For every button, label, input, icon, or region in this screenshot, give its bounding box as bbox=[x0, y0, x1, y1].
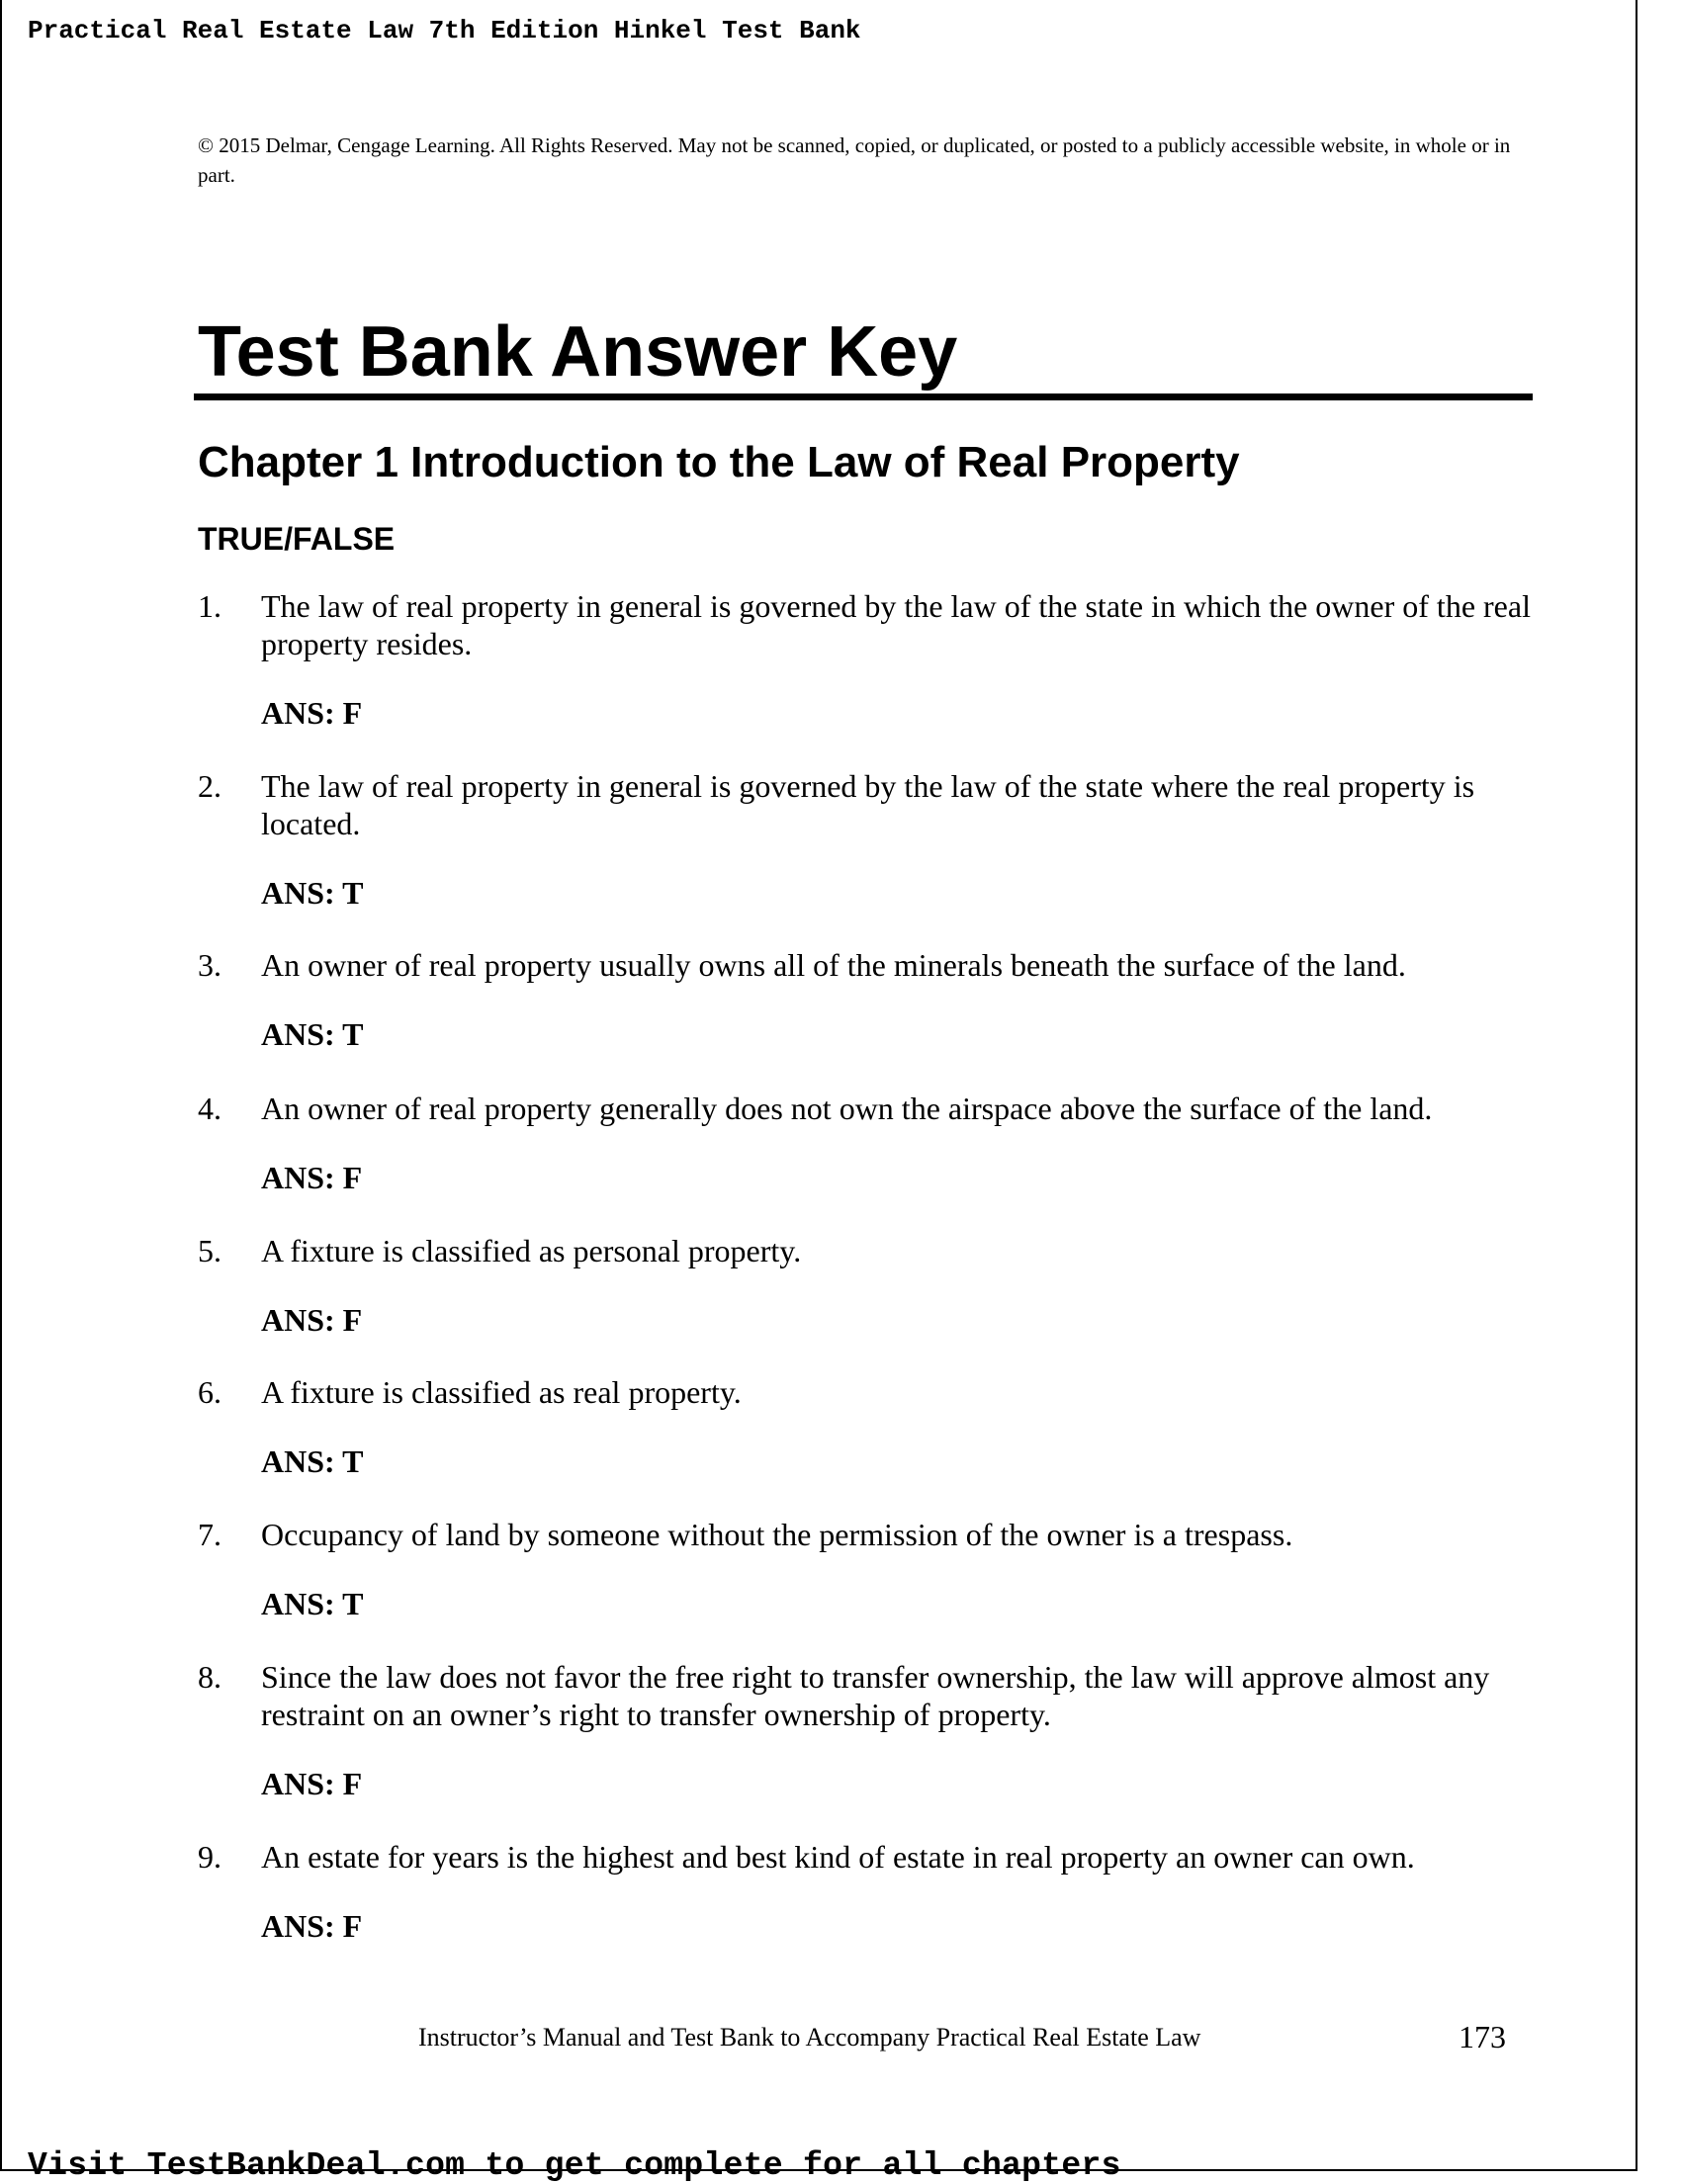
question-text: An owner of real property usually owns all of the minerals beneath the surface of the land. bbox=[261, 947, 1406, 983]
question-number: 1. bbox=[198, 588, 221, 624]
question-item bbox=[198, 1090, 1543, 1196]
question-item bbox=[198, 1658, 1543, 1802]
chapter-title: Chapter 1 Introduction to the Law of Real Property bbox=[198, 438, 1240, 486]
copyright-notice: © 2015 Delmar, Cengage Learning. All Rights Reserved. May not be scanned, copied, or duplicated, or posted to a publicly accessible website, in whole or in part. bbox=[198, 133, 1511, 187]
question-answer: ANS: F bbox=[261, 1908, 363, 1944]
question-text: An estate for years is the highest and best kind of estate in real property an owner can own. bbox=[261, 1839, 1415, 1875]
question-number: 9. bbox=[198, 1839, 221, 1875]
question-number: 7. bbox=[198, 1517, 221, 1552]
question-item bbox=[198, 587, 1543, 732]
question-answer: ANS: T bbox=[261, 1016, 364, 1052]
question-item bbox=[198, 1232, 1543, 1339]
question-number: 8. bbox=[198, 1659, 221, 1695]
question-item bbox=[198, 1838, 1543, 1945]
question-answer: ANS: F bbox=[261, 695, 363, 731]
question-text: The law of real property in general is governed by the law of the state in which the owner of the real property resides. bbox=[261, 588, 1531, 661]
question-text: An owner of real property generally does not own the airspace above the surface of the land. bbox=[261, 1091, 1433, 1126]
question-answer: ANS: F bbox=[261, 1160, 363, 1195]
question-number: 2. bbox=[198, 768, 221, 804]
question-item bbox=[198, 1516, 1543, 1622]
question-text: A fixture is classified as real property. bbox=[261, 1374, 742, 1410]
question-number: 3. bbox=[198, 947, 221, 983]
header-banner: Practical Real Estate Law 7th Edition Hinkel Test Bank bbox=[28, 16, 861, 45]
question-item bbox=[198, 1373, 1543, 1480]
question-text: A fixture is classified as personal property. bbox=[261, 1233, 802, 1268]
section-title: TRUE/FALSE bbox=[198, 521, 396, 557]
question-answer: ANS: F bbox=[261, 1302, 363, 1338]
question-number: 5. bbox=[198, 1233, 221, 1268]
question-number: 6. bbox=[198, 1374, 221, 1410]
bottom-banner: Visit TestBankDeal.com to get complete for all chapters bbox=[28, 2147, 1121, 2184]
footer-text: Instructor’s Manual and Test Bank to Accompany Practical Real Estate Law bbox=[418, 2023, 1201, 2052]
question-text: Since the law does not favor the free right to transfer ownership, the law will approve almost any restraint on an owner’s right to transfer ownership of property. bbox=[261, 1659, 1490, 1732]
title-underline bbox=[194, 393, 1533, 400]
question-answer: ANS: F bbox=[261, 1766, 363, 1801]
question-answer: ANS: T bbox=[261, 1443, 364, 1479]
question-text: Occupancy of land by someone without the permission of the owner is a trespass. bbox=[261, 1517, 1293, 1552]
page-title: Test Bank Answer Key bbox=[198, 312, 958, 392]
question-answer: ANS: T bbox=[261, 875, 364, 911]
question-text: The law of real property in general is governed by the law of the state where the real property is located. bbox=[261, 768, 1475, 841]
question-number: 4. bbox=[198, 1091, 221, 1126]
question-item bbox=[198, 767, 1543, 912]
question-answer: ANS: T bbox=[261, 1586, 364, 1621]
question-item bbox=[198, 946, 1543, 1053]
page-number: 173 bbox=[1459, 2019, 1506, 2054]
